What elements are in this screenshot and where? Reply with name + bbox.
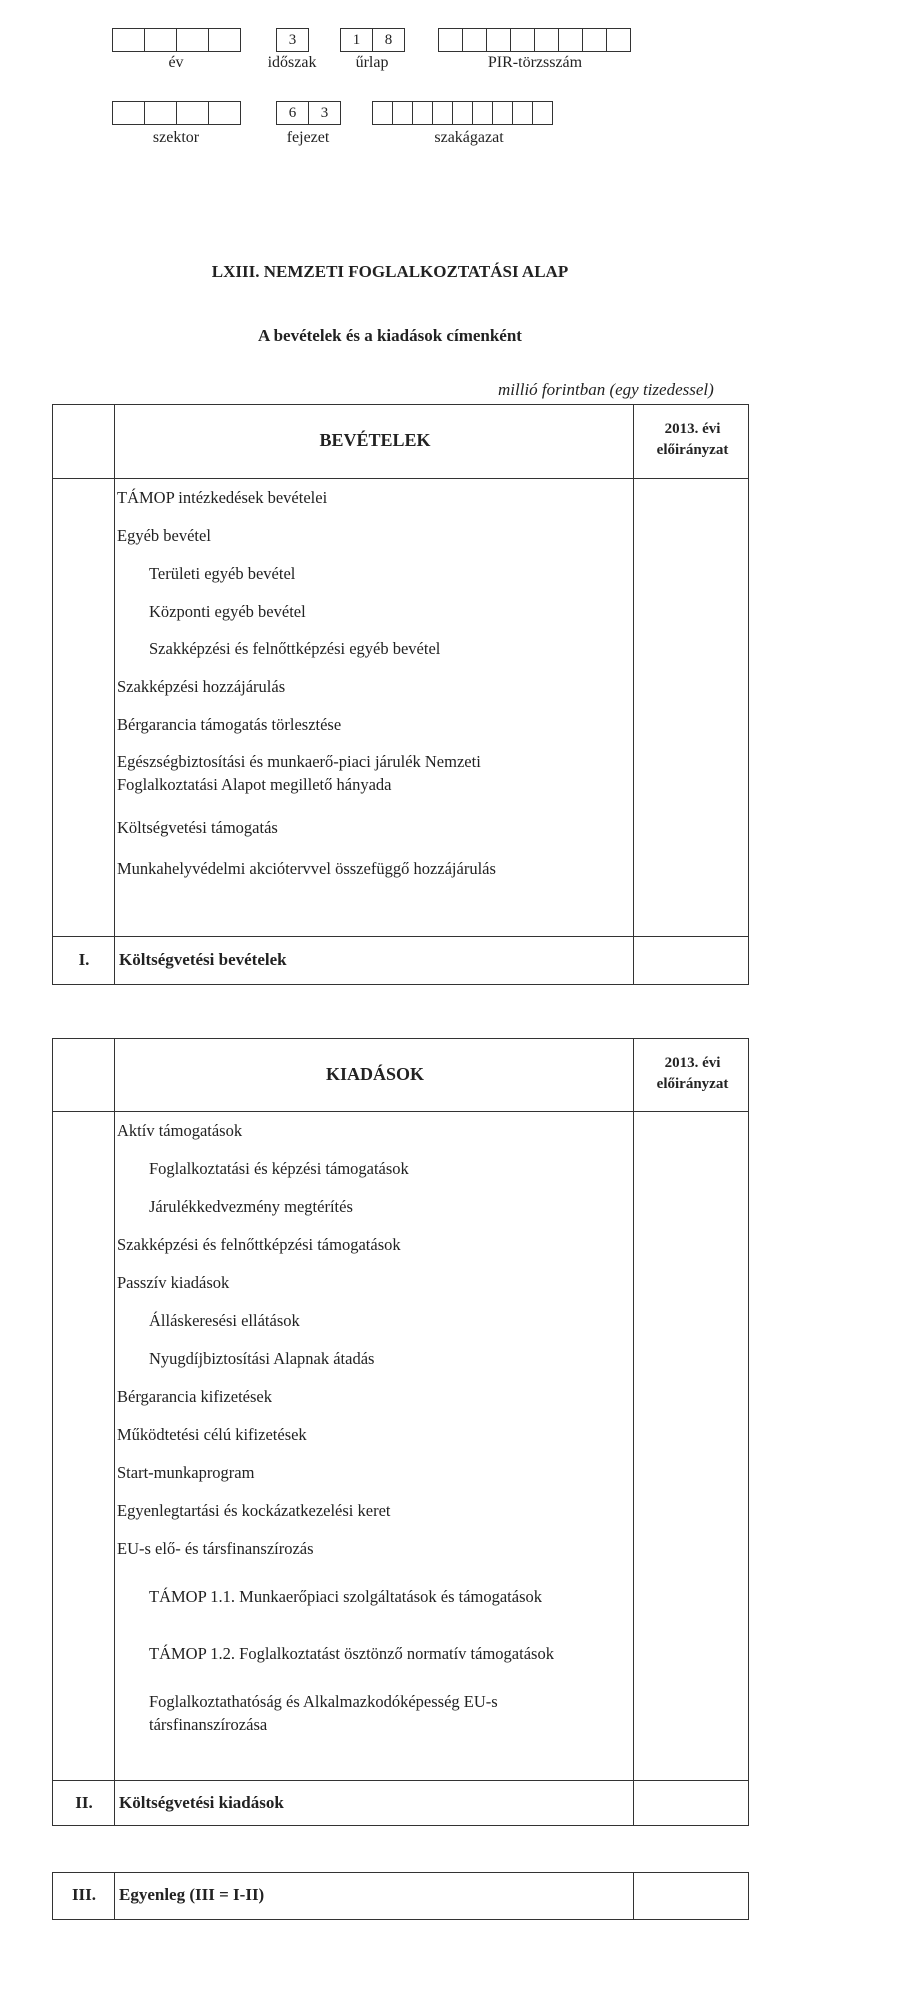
branch-box [533,101,553,125]
expense-total-number: II. [75,1793,93,1812]
revenue-total-number: I. [78,950,90,969]
sector-box [177,101,209,125]
col-header-line2: előirányzat [656,1076,729,1092]
expense-item: Start-munkaprogram [117,1463,255,1482]
branch-boxes [372,101,553,125]
pir-label: PIR-törzsszám [487,54,583,71]
expense-table [52,1038,749,1826]
revenue-item: Területi egyéb bevétel [149,564,296,583]
col-divider [114,1039,115,1825]
sector-label: szektor [152,129,200,146]
balance-table [52,1872,749,1920]
revenue-item: Szakképzési és felnőttképzési egyéb bevétel [149,639,441,658]
expense-item: Foglalkoztathatóság és Alkalmazkodóképesség EU-s [149,1692,498,1711]
expense-item: TÁMOP 1.1. Munkaerőpiaci szolgáltatások és támogatások [149,1587,543,1606]
branch-box [433,101,453,125]
col-header-line1: 2013. évi [664,421,721,437]
expense-item: Bérgarancia kifizetések [117,1387,272,1406]
col-header-line1: 2013. évi [664,1055,721,1071]
form-box: 1 [340,28,373,52]
document-subtitle: A bevételek és a kiadások címenként [258,326,522,345]
revenue-item: Központi egyéb bevétel [149,602,306,621]
year-box [145,28,177,52]
sector-box [209,101,241,125]
expense-item: Szakképzési és felnőttképzési támogatások [117,1235,401,1254]
pir-box [607,28,631,52]
col-divider [633,405,634,984]
form-box: 8 [373,28,405,52]
branch-label: szakágazat [434,129,504,146]
form-label: űrlap [355,54,389,71]
revenue-col-header [635,419,750,461]
expense-item: társfinanszírozása [149,1715,268,1734]
expense-item: Járulékkedvezmény megtérítés [149,1197,353,1216]
document-title: LXIII. NEMZETI FOGLALKOZTATÁSI ALAP [211,262,569,281]
revenue-table [52,404,749,985]
row-divider [53,1111,748,1112]
pir-box [511,28,535,52]
expense-header: KIADÁSOK [325,1064,424,1084]
expense-item: Passzív kiadások [117,1273,230,1292]
chapter-box: 6 [276,101,309,125]
expense-col-header [635,1053,750,1095]
pir-box [583,28,607,52]
chapter-label: fejezet [286,129,330,146]
branch-box [473,101,493,125]
sector-box [112,101,145,125]
branch-box [453,101,473,125]
branch-box [493,101,513,125]
pir-box [535,28,559,52]
pir-box [463,28,487,52]
balance-label: Egyenleg (III = I-II) [119,1885,265,1904]
pir-box [559,28,583,52]
revenue-item: Egészségbiztosítási és munkaerő-piaci járulék Nemzeti [117,752,481,771]
col-divider [633,1039,634,1825]
pir-box [487,28,511,52]
unit-note: millió forintban (egy tizedessel) [498,380,714,399]
revenue-item: Munkahelyvédelmi akciótervvel összefüggő hozzájárulás [117,859,496,878]
year-label: év [168,54,184,71]
period-box: 3 [276,28,309,52]
col-divider [633,1873,634,1919]
revenue-item: Foglalkoztatási Alapot megillető hányada [117,775,392,794]
revenue-item: Szakképzési hozzájárulás [117,677,286,696]
revenue-total-label: Költségvetési bevételek [119,950,287,969]
expense-item: Egyenlegtartási és kockázatkezelési keret [117,1501,391,1520]
expense-item: TÁMOP 1.2. Foglalkoztatást ösztönző normatív támogatások [149,1644,554,1663]
period-boxes [276,28,309,52]
year-box [112,28,145,52]
expense-item: Működtetési célú kifizetések [117,1425,307,1444]
year-box [209,28,241,52]
expense-item: Aktív támogatások [117,1121,243,1140]
branch-box [393,101,413,125]
expense-item: EU-s elő- és társfinanszírozás [117,1539,314,1558]
col-divider [114,405,115,984]
branch-box [513,101,533,125]
branch-box [413,101,433,125]
expense-item: Álláskeresési ellátások [149,1311,300,1330]
revenue-item: Bérgarancia támogatás törlesztése [117,715,342,734]
sector-box [145,101,177,125]
chapter-box: 3 [309,101,341,125]
revenue-item: TÁMOP intézkedések bevételei [117,488,328,507]
row-divider [53,936,748,937]
expense-item: Nyugdíjbiztosítási Alapnak átadás [149,1349,375,1368]
col-header-line2: előirányzat [656,442,729,458]
branch-box [372,101,393,125]
chapter-boxes [276,101,341,125]
pir-box [438,28,463,52]
expense-total-label: Költségvetési kiadások [119,1793,284,1812]
year-box [177,28,209,52]
revenue-item: Egyéb bevétel [117,526,211,545]
row-divider [53,478,748,479]
period-label: időszak [267,54,317,71]
sector-boxes [112,101,241,125]
revenue-header: BEVÉTELEK [319,430,431,450]
expense-item: Foglalkoztatási és képzési támogatások [149,1159,409,1178]
revenue-item: Költségvetési támogatás [117,818,278,837]
balance-number: III. [71,1885,97,1904]
form-boxes [340,28,405,52]
pir-boxes [438,28,631,52]
row-divider [53,1780,748,1781]
year-boxes [112,28,241,52]
